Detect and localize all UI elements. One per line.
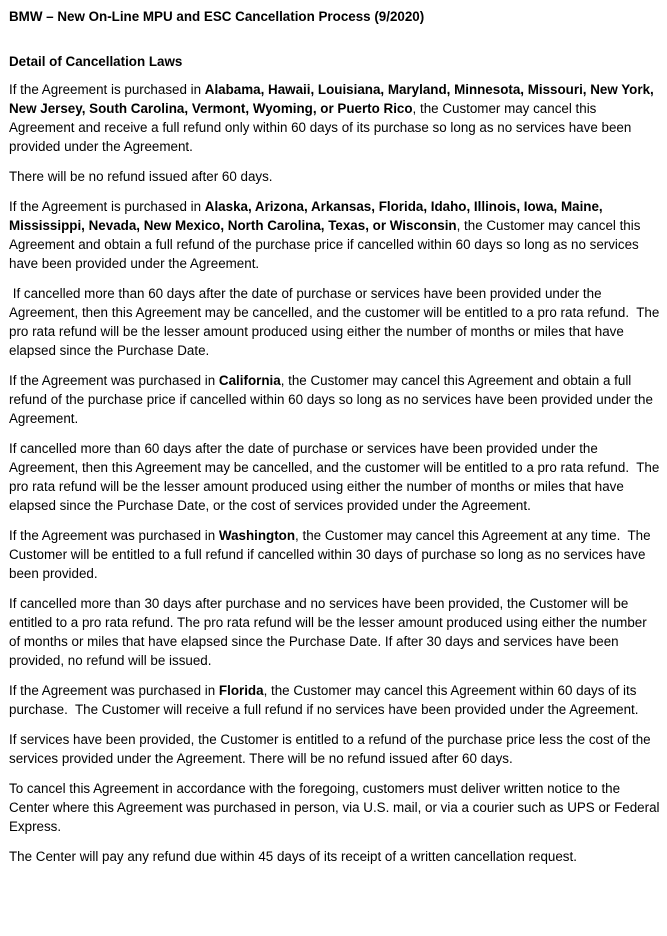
paragraph-refund-timing: The Center will pay any refund due within 45 days of its receipt of a written cancellation request. xyxy=(9,849,577,864)
paragraph-bold-state: California xyxy=(218,373,281,388)
paragraph-states-group-2 xyxy=(9,197,661,273)
document xyxy=(9,0,661,866)
paragraph-written-notice: To cancel this Agreement in accordance with the foregoing, customers must deliver written notice to the Center where this Agreement was purchased in person, via U.S. mail, or via a courier such as UPS or Federal Express. xyxy=(9,781,660,834)
paragraph-bold-state: Florida xyxy=(218,683,264,698)
paragraph-california xyxy=(9,371,661,428)
paragraph-washington xyxy=(9,526,661,583)
paragraph-text: If the Agreement is purchased in xyxy=(9,82,205,97)
paragraph-text: If the Agreement was purchased in xyxy=(9,683,219,698)
paragraph-florida-services: If services have been provided, the Customer is entitled to a refund of the purchase price less the cost of the services provided under the Agreement. There will be no refund issued after 60 days. xyxy=(9,732,651,766)
paragraph-text: , the Customer may cancel this Agreement and obtain a full refund of the purchase price if cancelled within 60 days so long as no services have been provided under the Agreement. xyxy=(9,373,653,426)
paragraph-bold-states: Alaska, Arizona, Arkansas, Florida, Idaho, Illinois, Iowa, Maine, Mississippi, Nevada, New Mexico, North Carolina, Texas, or Wisconsin xyxy=(9,199,603,233)
paragraph-text: If the Agreement is purchased in xyxy=(9,199,205,214)
paragraph-california-pro-rata: If cancelled more than 60 days after the date of purchase or services have been provided under the Agreement, then this Agreement may be cancelled, and the customer will be entitled to a pro rata refund. The pro rata refund will be the lesser amount produced using either the number of months or miles that have elapsed since the Purchase Date, or the cost of services provided under the Agreement. xyxy=(9,441,660,513)
paragraph-bold-state: Washington xyxy=(218,528,296,543)
paragraph-states-group-1 xyxy=(9,80,661,156)
paragraph-text: , the Customer may cancel this Agreement within 60 days of its purchase. The Customer will receive a full refund if no services have been provided under the Agreement. xyxy=(9,683,639,717)
paragraph-text: If the Agreement was purchased in xyxy=(9,373,219,388)
paragraph-text: If the Agreement was purchased in xyxy=(9,528,219,543)
paragraph-florida xyxy=(9,681,661,719)
paragraph-bold-states: Alabama, Hawaii, Louisiana, Maryland, Minnesota, Missouri, New York, New Jersey, South Carolina, Vermont, Wyoming, or Puerto Rico xyxy=(9,82,654,116)
paragraph-washington-pro-rata: If cancelled more than 30 days after purchase and no services have been provided, the Customer will be entitled to a pro rata refund. The pro rata refund will be the lesser amount produced using either the number of months or miles that have elapsed since the Purchase Date. If after 30 days and services have been provided, no refund will be issued. xyxy=(9,596,647,668)
document-title: BMW – New On-Line MPU and ESC Cancellation Process (9/2020) xyxy=(9,9,425,24)
paragraph-text: , the Customer may cancel this Agreement and receive a full refund only within 60 days of its purchase so long as no services have been provided under the Agreement. xyxy=(9,101,632,154)
paragraph-text: , the Customer may cancel this Agreement at any time. The Customer will be entitled to a full refund if cancelled within 30 days of purchase so long as no services have been provided. xyxy=(9,528,651,581)
paragraph-text: , the Customer may cancel this Agreement and obtain a full refund of the purchase price if cancelled within 60 days so long as no services have been provided under the Agreement. xyxy=(9,218,641,271)
section-heading: Detail of Cancellation Laws xyxy=(9,54,183,69)
paragraph-no-refund-60: There will be no refund issued after 60 days. xyxy=(9,169,273,184)
paragraph-pro-rata-group-2: If cancelled more than 60 days after the date of purchase or services have been provided under the Agreement, then this Agreement may be cancelled, and the customer will be entitled to a pro rata refund. The pro rata refund will be the lesser amount produced using either the number of months or miles that have elapsed since the Purchase Date. xyxy=(9,286,660,358)
